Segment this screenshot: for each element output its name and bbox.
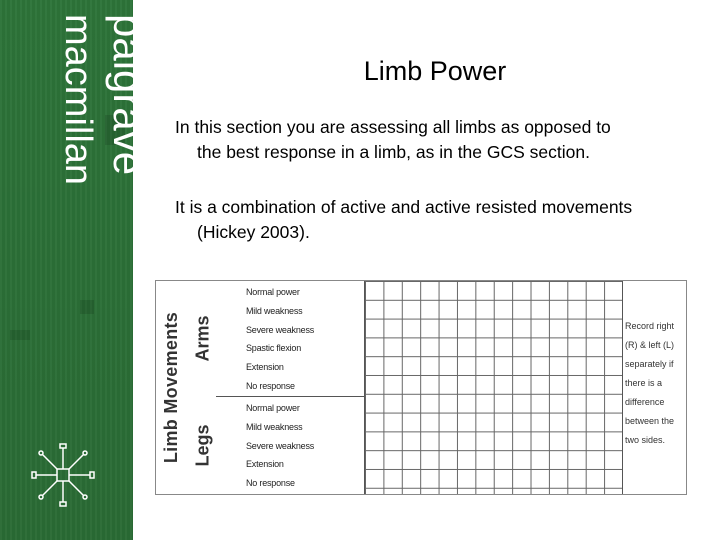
legs-rows (246, 399, 364, 493)
paragraph-line: It is a combination of active and active resisted movements (175, 197, 633, 217)
row-label: Extension (246, 459, 284, 470)
arms-label (188, 281, 218, 396)
paragraph-movements (175, 195, 715, 245)
arms-rows (246, 283, 364, 396)
row-label: No response (246, 380, 295, 391)
arms-label-text: Arms (192, 315, 213, 362)
decorative-block (10, 330, 30, 340)
recording-grid (364, 281, 623, 494)
legs-label-text: Legs (192, 423, 213, 467)
legs-label (188, 396, 218, 494)
slide-title: Limb Power (363, 56, 507, 86)
limb-movements-label (156, 281, 188, 494)
brand-sidebar (0, 0, 152, 540)
row-label: Normal power (246, 287, 300, 297)
paragraph-line: In this section you are assessing all limbs as opposed to (175, 117, 611, 137)
row-label: Spastic flexion (246, 343, 302, 354)
decorative-block (80, 300, 94, 314)
paragraph-line: (Hickey 2003). (197, 222, 310, 242)
row-label: Severe weakness (246, 440, 315, 451)
circuit-icon (28, 440, 98, 510)
grid-border (622, 281, 623, 494)
row-label: Mild weakness (246, 305, 303, 316)
row-label: Normal power (246, 403, 300, 413)
recording-note: Record right (R) & left (L) separately if there is a difference between the two sides. (625, 321, 675, 445)
limb-movements-chart (155, 280, 687, 495)
row-label: Extension (246, 362, 284, 373)
paragraph-line: the best response in a limb, as in the GCS section. (197, 142, 590, 162)
arms-legs-divider (216, 396, 366, 397)
row-label: Mild weakness (246, 421, 303, 432)
limb-movements-label-text: Limb Movements (161, 311, 182, 464)
brand-line1: palgrave (105, 14, 152, 176)
row-label: No response (246, 478, 295, 489)
paragraph-limb-assessment (175, 115, 705, 165)
brand-line2: macmillan (57, 14, 99, 186)
row-label: Severe weakness (246, 324, 315, 335)
palgrave-macmillan-logo (18, 14, 152, 189)
